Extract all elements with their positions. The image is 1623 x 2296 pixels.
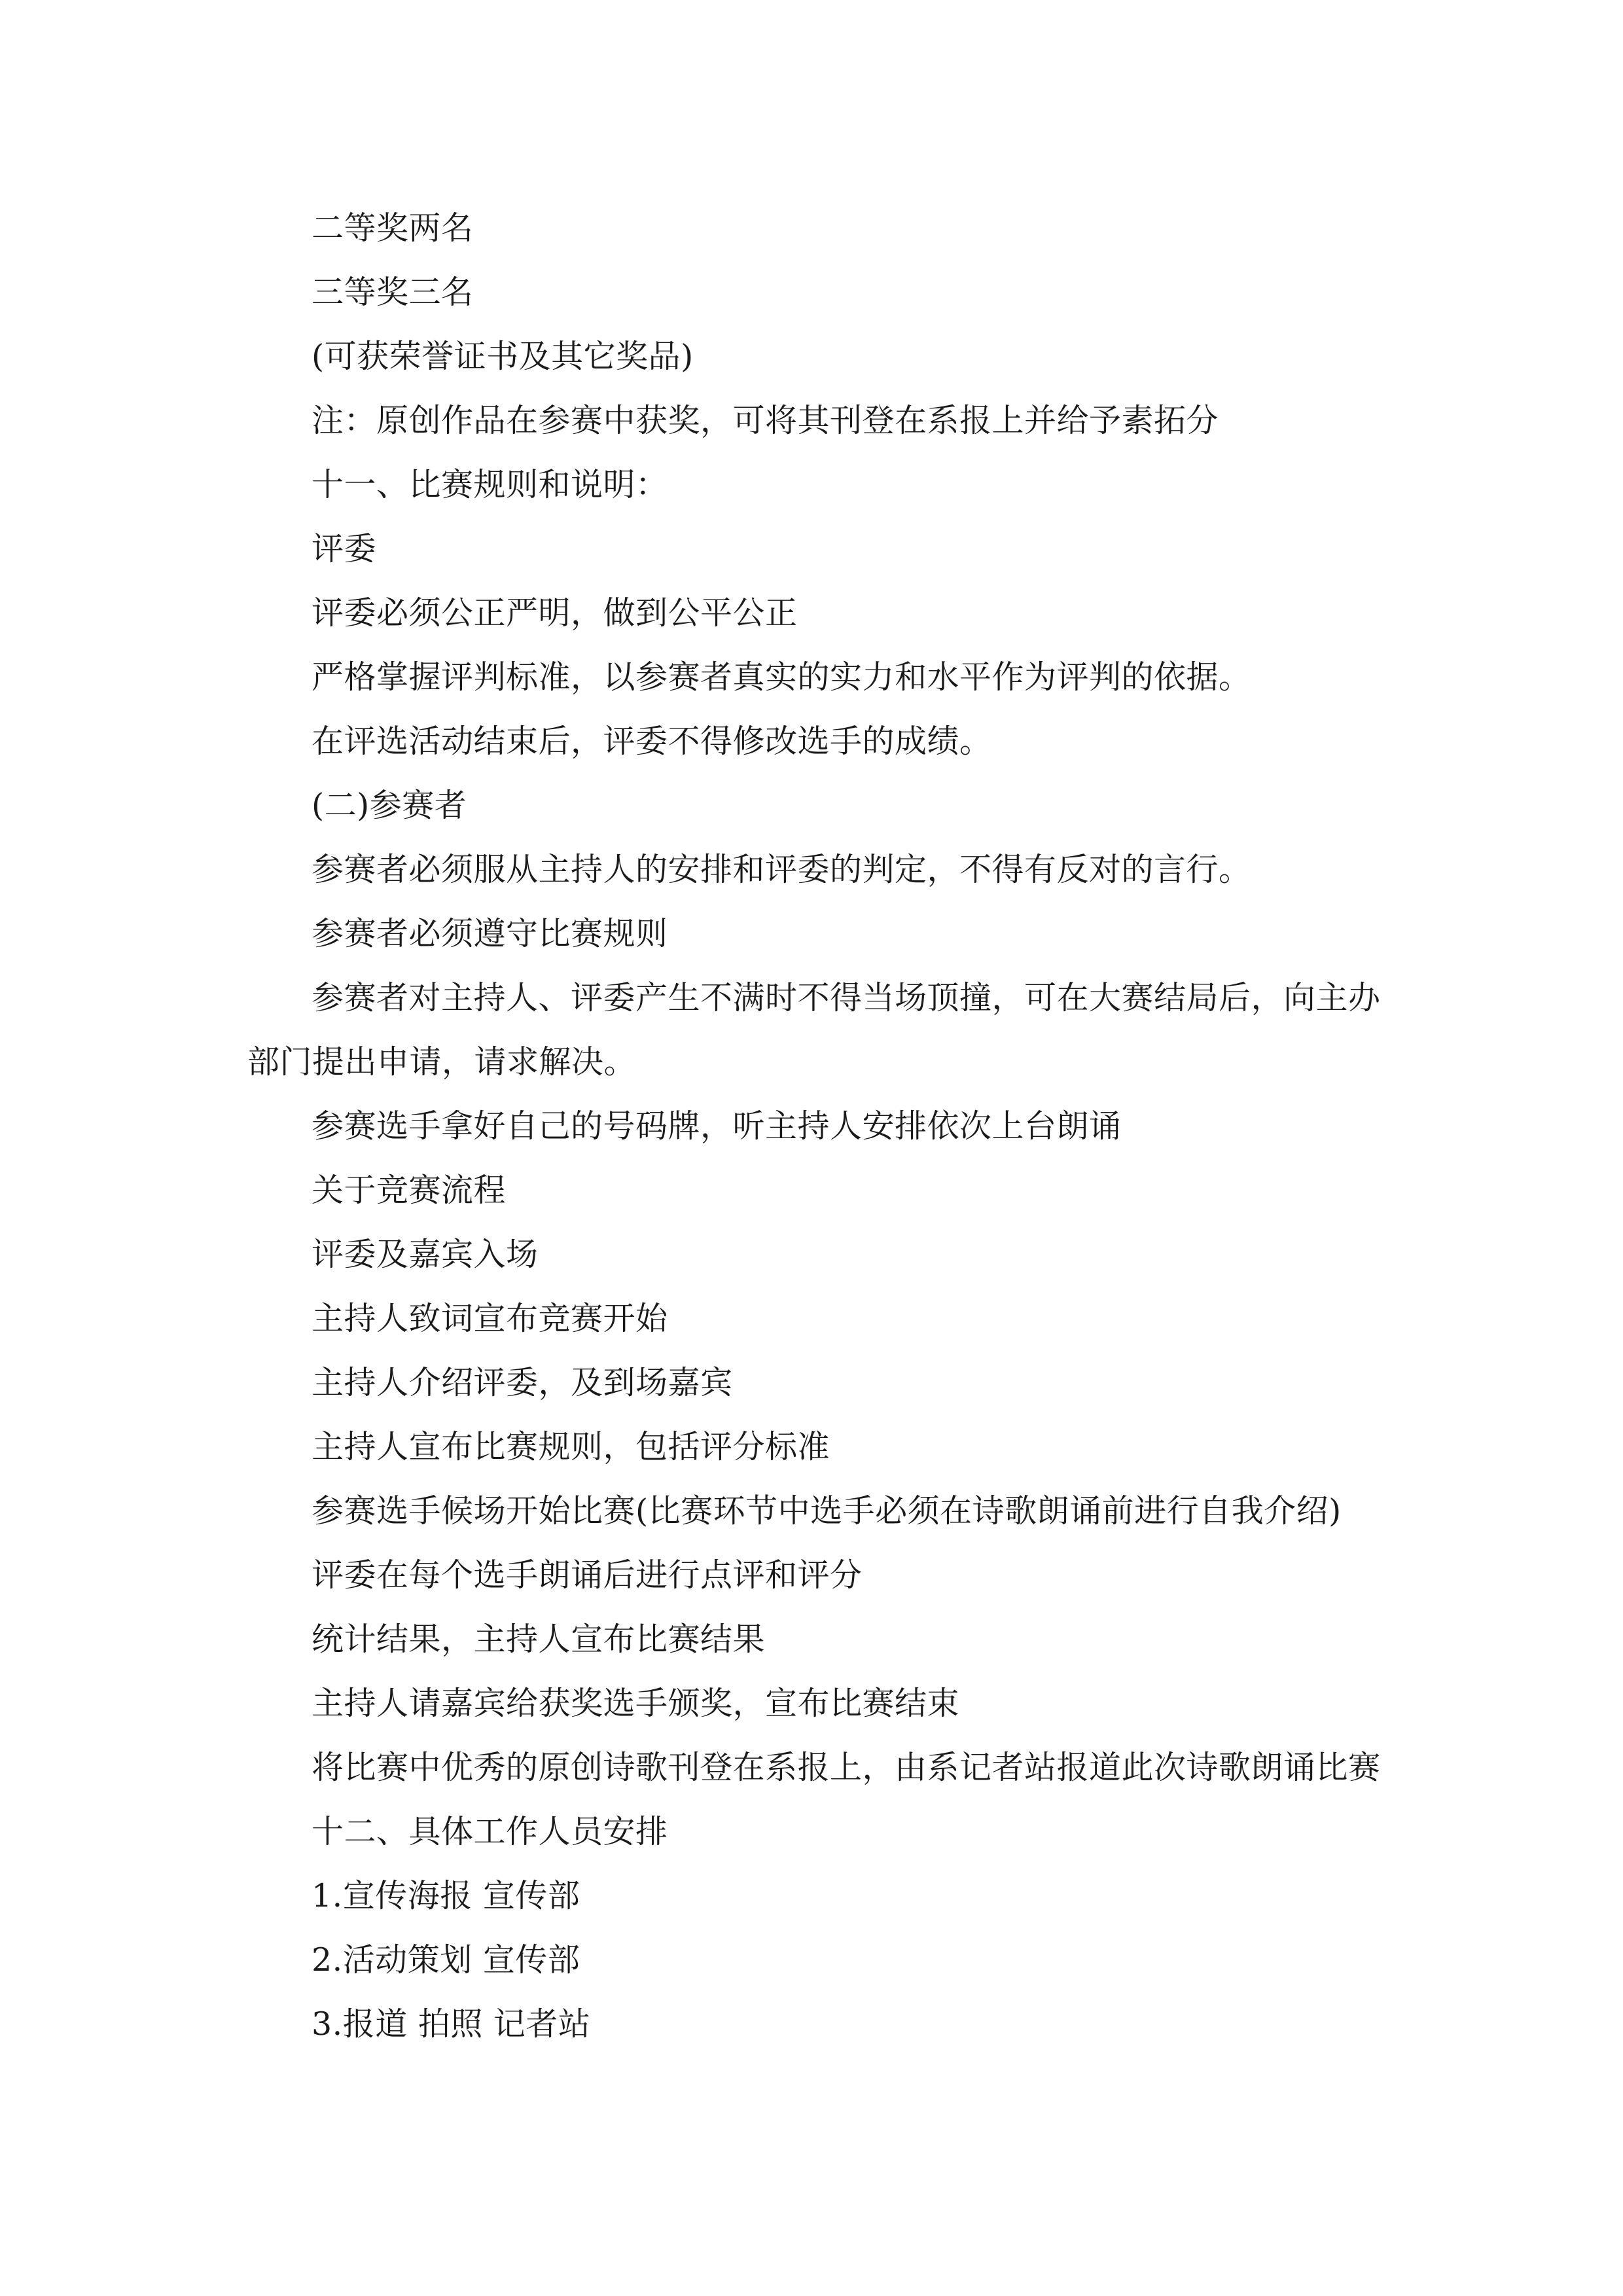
procedure-step: 主持人致词宣布竞赛开始 — [312, 1300, 668, 1337]
paragraph-participants-number: 参赛选手拿好自己的号码牌，听主持人安排依次上台朗诵 — [312, 1107, 1122, 1145]
paragraph-prize-note: (可获荣誉证书及其它奖品) — [312, 338, 694, 375]
subheading-judges: 评委 — [312, 530, 377, 567]
paragraph-judges-no-change: 在评选活动结束后，评委不得修改选手的成绩。 — [312, 723, 992, 760]
procedure-step: 统计结果，主持人宣布比赛结果 — [312, 1621, 766, 1658]
procedure-step: 主持人宣布比赛规则，包括评分标准 — [312, 1428, 830, 1465]
paragraph-judges-standard: 严格掌握评判标准，以参赛者真实的实力和水平作为评判的依据。 — [312, 658, 1251, 696]
procedure-step: 主持人请嘉宾给获奖选手颁奖，宣布比赛结束 — [312, 1685, 960, 1722]
procedure-step: 评委在每个选手朗诵后进行点评和评分 — [312, 1556, 863, 1594]
section-heading-rules: 十一、比赛规则和说明： — [312, 466, 668, 503]
section-heading-staff: 十二、具体工作人员安排 — [312, 1813, 668, 1850]
paragraph-participants-complaints: 参赛者对主持人、评委产生不满时不得当场顶撞，可在大赛结局后，向主办部门提出申请，请求解决。 — [247, 979, 1381, 1081]
procedure-step: 主持人介绍评委，及到场嘉宾 — [312, 1364, 733, 1401]
paragraph-prize-third: 三等奖三名 — [312, 274, 474, 311]
subheading-procedure: 关于竞赛流程 — [312, 1172, 507, 1209]
document-body — [247, 196, 1386, 2056]
procedure-step: 参赛选手候场开始比赛(比赛环节中选手必须在诗歌朗诵前进行自我介绍) — [312, 1492, 1342, 1530]
staff-item: 1.宣传海报 宣传部 — [312, 1877, 580, 1914]
paragraph-prize-second: 二等奖两名 — [312, 209, 474, 247]
paragraph-participants-obey: 参赛者必须服从主持人的安排和评委的判定，不得有反对的言行。 — [312, 851, 1251, 888]
procedure-step: 评委及嘉宾入场 — [312, 1236, 539, 1273]
paragraph-original-work-note: 注：原创作品在参赛中获奖，可将其刊登在系报上并给予素拓分 — [312, 402, 1219, 439]
paragraph-judges-fair: 评委必须公正严明，做到公平公正 — [312, 594, 798, 632]
procedure-step: 将比赛中优秀的原创诗歌刊登在系报上，由系记者站报道此次诗歌朗诵比赛 — [312, 1749, 1381, 1786]
staff-item: 2.活动策划 宣传部 — [312, 1941, 580, 1979]
subheading-participants: (二)参赛者 — [312, 787, 467, 824]
staff-item: 3.报道 拍照 记者站 — [312, 2005, 591, 2043]
paragraph-participants-rules: 参赛者必须遵守比赛规则 — [312, 915, 668, 952]
